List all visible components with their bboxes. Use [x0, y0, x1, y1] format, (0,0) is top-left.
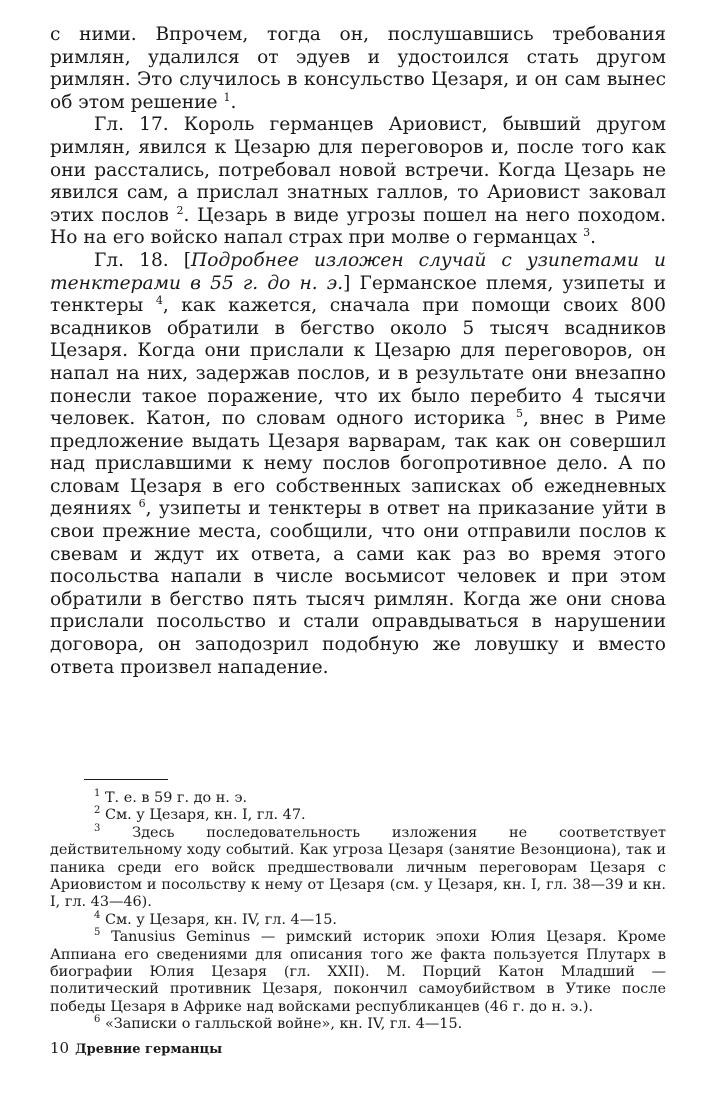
footnote-text: См. у Цезаря, кн. IV, гл. 4—15.: [104, 911, 337, 928]
footnote-number: 4: [94, 910, 101, 922]
footnote-separator: [84, 779, 168, 780]
paragraph-chapter-18: [50, 250, 666, 679]
footnote-number: 2: [94, 805, 101, 817]
footnote-text: Здесь последовательность изложения не соответствует действительному ходу событий. Как угроза Цезаря (занятие Везонциона), так и паника среди его войск предшествовали личным переговорам Цезаря с Ариовистом и посольству к нему от Цезаря (см. у Цезаря, кн. I, гл. 38—39 и кн. I, гл. 43—46).: [50, 824, 666, 911]
chapter-18-text-e: , узипеты и тенктеры в ответ на приказание уйти в свои прежние места, сообщили, что они отправили послов к свевам и ждут их ответа, а сами как раз во время этого посольства напали в числе восьмисот человек и при этом обратили в бегство пять тысяч римлян. Когда же они снова прислали посольство и стали оправдываться в нарушении договора, он заподозрил подобную же ловушку и вместо ответа произвел нападение.: [50, 498, 666, 678]
paragraph-chapter-17: [50, 114, 666, 250]
chapter-18-text-d: , внес в Риме предложение выдать Цезаря варварам, так как он совершил над приславшими к нему послов богопротивное дело. А по словам Цезаря в его собственных записках об ежедневных деяниях: [50, 408, 666, 520]
footnote-ref-1: 1: [223, 90, 231, 104]
footnote-ref-6: 6: [138, 497, 146, 511]
footnote-number: 6: [94, 1014, 101, 1026]
footnotes: [50, 790, 666, 1034]
chapter-18-text-b: ] Германское племя, узипеты и тенктеры: [50, 272, 667, 317]
footnote-text: См. у Цезаря, кн. I, гл. 47.: [104, 807, 306, 824]
paragraph-1-end: .: [230, 91, 237, 113]
footnote-text: «Записки о галльской войне», кн. IV, гл. 4—15.: [104, 1016, 463, 1033]
chapter-17-text-a: Гл. 17. Король германцев Ариовист, бывший другом римлян, явился к Цезарю для переговоров и, после того как они расстались, потребовал новой встречи. Когда Цезарь не явился сам, а прислал знатных галлов, то Ариовист заковал этих послов: [50, 114, 666, 226]
main-text: [50, 24, 666, 679]
footnote-3: [50, 825, 666, 912]
footnote-text: Tanusius Geminus — римский историк эпохи Юлия Цезаря. Кроме Аппиана его сведениями для описания того же факта пользуется Плутарх в биографии Юлия Цезаря (гл. XXII). М. Порций Катон Младший — политический противник Цезаря, покончил самоубийством в Утике после победы Цезаря в Африке над войсками республиканцев (46 г. до н. э.).: [50, 929, 666, 1015]
page-number: 10: [50, 1039, 70, 1057]
signature-title: Древние германцы: [75, 1042, 223, 1057]
chapter-17-text-b: . Цезарь в виде угрозы пошел на него походом. Но на его войско напал страх при молве о германцах: [50, 204, 667, 249]
footnote-ref-5: 5: [516, 406, 523, 420]
footnote-6: [50, 1016, 666, 1033]
footnote-number: 5: [94, 927, 101, 939]
footnote-number: 3: [94, 823, 101, 835]
paragraph-1: [50, 24, 666, 114]
footnote-ref-3: 3: [583, 226, 591, 240]
footnote-4: [50, 912, 666, 929]
footnote-ref-2: 2: [176, 203, 184, 217]
page-footer: [50, 1040, 222, 1058]
footnote-1: [50, 790, 666, 807]
chapter-18-editorial-note: Подробнее изложен случай с узипетами и тенктерами в 55 г. до н. э.: [50, 249, 666, 294]
footnote-5: [50, 929, 666, 1016]
paragraph-1-text: с ними. Впрочем, тогда он, послушавшись требования римлян, удалился от эдуев и удостоился стать другом римлян. Это случилось в консульство Цезаря, и он сам вынес об этом решение: [50, 24, 666, 113]
footnote-text: Т. е. в 59 г. до н. э.: [104, 790, 248, 806]
chapter-18-text-c: , как кажется, сначала при помощи своих 800 всадников обратили в бегство около 5 тысяч всадников Цезаря. Когда они прислали к Цезарю для переговоров, он напал на них, задержав послов, и в результате они внезапно понесли такое поражение, что их было перебито 4 тысячи человек. Катон, по словам одного историка: [50, 295, 666, 430]
footnote-ref-4: 4: [155, 293, 163, 307]
footnote-number: 1: [94, 788, 101, 800]
footnote-2: [50, 807, 666, 824]
chapter-17-text-c: .: [590, 227, 597, 249]
chapter-18-text-a: Гл. 18. [: [94, 249, 192, 271]
